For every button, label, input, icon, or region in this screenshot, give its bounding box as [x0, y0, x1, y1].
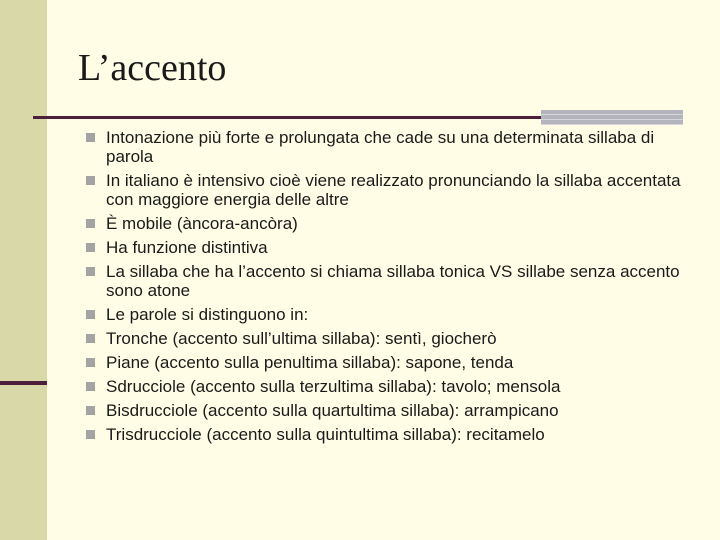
left-decorative-band	[0, 0, 47, 540]
bullet-text: Bisdrucciole (accento sulla quartultima sillaba): arrampicano	[106, 401, 559, 420]
bullet-item	[86, 128, 686, 166]
square-bullet-icon	[86, 133, 95, 142]
bullet-text: Le parole si distinguono in:	[106, 305, 309, 324]
left-band-accent-line	[0, 381, 47, 385]
bullet-item	[86, 171, 686, 209]
square-bullet-icon	[86, 430, 95, 439]
bullet-text: Ha funzione distintiva	[106, 238, 268, 257]
bullet-item	[86, 425, 686, 444]
square-bullet-icon	[86, 176, 95, 185]
bullet-text: Trisdrucciole (accento sulla quintultima sillaba): recitamelo	[106, 425, 545, 444]
square-bullet-icon	[86, 267, 95, 276]
square-bullet-icon	[86, 406, 95, 415]
slide-title: L’accento	[78, 47, 227, 89]
square-bullet-icon	[86, 310, 95, 319]
bullet-item	[86, 353, 686, 372]
bullet-text: Tronche (accento sull’ultima sillaba): sentì, giocherò	[106, 329, 497, 348]
bullet-list	[86, 128, 686, 449]
title-rule-accent-block	[541, 110, 683, 125]
bullet-item	[86, 214, 686, 233]
bullet-text: Intonazione più forte e prolungata che cade su una determinata sillaba di parola	[106, 128, 655, 166]
bullet-item	[86, 329, 686, 348]
square-bullet-icon	[86, 334, 95, 343]
bullet-item	[86, 377, 686, 396]
square-bullet-icon	[86, 382, 95, 391]
bullet-item	[86, 262, 686, 300]
square-bullet-icon	[86, 358, 95, 367]
square-bullet-icon	[86, 243, 95, 252]
bullet-item	[86, 305, 686, 324]
bullet-text: La sillaba che ha l’accento si chiama sillaba tonica VS sillabe senza accento sono atone	[106, 262, 680, 300]
bullet-item	[86, 238, 686, 257]
bullet-text: È mobile (àncora-ancòra)	[106, 214, 298, 233]
bullet-item	[86, 401, 686, 420]
bullet-text: Sdrucciole (accento sulla terzultima sillaba): tavolo; mensola	[106, 377, 561, 396]
square-bullet-icon	[86, 219, 95, 228]
bullet-text: In italiano è intensivo cioè viene realizzato pronunciando la sillaba accentata con maggiore energia delle altre	[106, 171, 681, 209]
bullet-text: Piane (accento sulla penultima sillaba): sapone, tenda	[106, 353, 514, 372]
